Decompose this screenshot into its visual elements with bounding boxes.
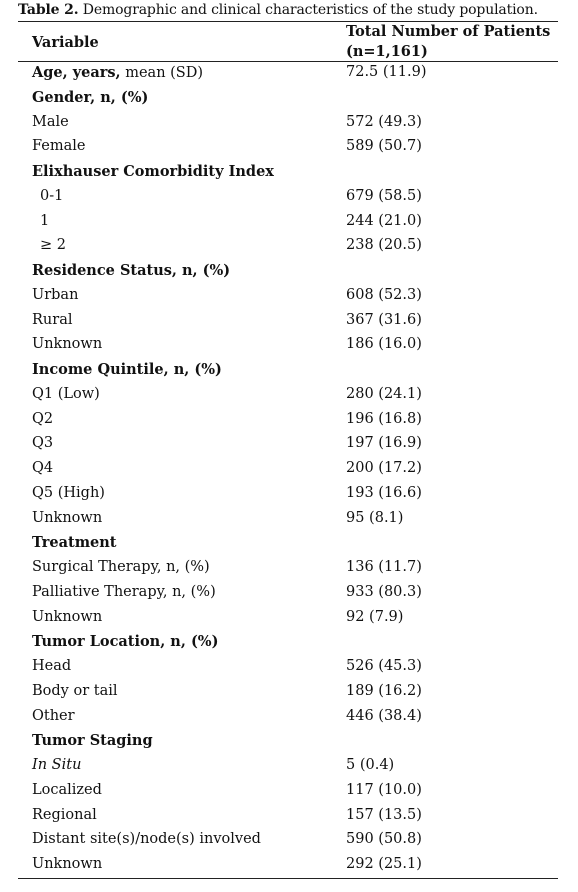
table-row: [0, 61, 578, 86]
row-label: Unknown: [32, 336, 103, 353]
table-section-row: [0, 630, 578, 655]
row-label: Regional: [32, 806, 97, 823]
row-value: 933 (80.3): [346, 583, 422, 600]
table-row: [0, 804, 578, 829]
table-row: [0, 705, 578, 730]
row-label: Q3: [32, 435, 54, 452]
row-label: Q2: [32, 410, 54, 427]
table-row: [0, 853, 578, 878]
row-label: 0-1: [40, 187, 64, 204]
table-row: [0, 457, 578, 482]
row-value: 244 (21.0): [346, 212, 422, 229]
table-row: [0, 383, 578, 408]
table-row: [0, 210, 578, 235]
row-value: 117 (10.0): [346, 781, 422, 798]
row-value: 367 (31.6): [346, 311, 422, 328]
row-value: 608 (52.3): [346, 286, 422, 303]
row-value: 72.5 (11.9): [346, 64, 427, 80]
row-value: 589 (50.7): [346, 138, 422, 155]
table-section-row: [0, 358, 578, 383]
row-value: 572 (49.3): [346, 113, 422, 130]
section-heading: Gender, n, (%): [32, 88, 149, 106]
row-label: Distant site(s)/node(s) involved: [32, 831, 261, 848]
table-row: [0, 754, 578, 779]
table-section-row: [0, 531, 578, 556]
table-body: [0, 61, 578, 878]
row-label: Surgical Therapy, n, (%): [32, 559, 210, 575]
row-label: Rural: [32, 311, 73, 328]
row-label: Localized: [32, 781, 102, 798]
table-row: [0, 680, 578, 705]
row-value: 95 (8.1): [346, 509, 404, 526]
row-label: Female: [32, 138, 86, 155]
section-heading: Elixhauser Comorbidity Index: [32, 163, 274, 180]
row-value: 238 (20.5): [346, 237, 422, 254]
row-label-bold: Age, years,: [32, 64, 121, 81]
table-caption-text: Demographic and clinical characteristics of the study population.: [78, 2, 538, 18]
table-row: [0, 432, 578, 457]
column-header-total: [346, 22, 550, 62]
table-row: [0, 111, 578, 136]
row-label: Q5 (High): [32, 484, 105, 501]
row-label: Unknown: [32, 856, 103, 872]
row-value: 5 (0.4): [346, 757, 395, 773]
table-caption: [18, 2, 538, 18]
row-label: Q4: [32, 460, 54, 476]
row-value: 679 (58.5): [346, 187, 422, 204]
row-label: Q1 (Low): [32, 385, 100, 402]
table-row: [0, 507, 578, 532]
row-label: Male: [32, 113, 69, 130]
row-label: 1: [40, 212, 50, 229]
row-label: Palliative Therapy, n, (%): [32, 583, 216, 600]
table-section-row: [0, 729, 578, 754]
row-value: 526 (45.3): [346, 658, 422, 674]
table-section-row: [0, 259, 578, 284]
table-section-row: [0, 160, 578, 185]
row-value: 196 (16.8): [346, 410, 422, 427]
table-bottom-rule: [18, 878, 558, 879]
row-value: 446 (38.4): [346, 707, 422, 724]
column-header-total-line1: Total Number of Patients: [346, 23, 551, 40]
row-label: Body or tail: [32, 682, 118, 699]
row-label-rest: mean (SD): [120, 65, 204, 81]
table-row: [0, 284, 578, 309]
row-label: Head: [32, 658, 72, 674]
row-label: [32, 64, 203, 81]
table-row: [0, 333, 578, 358]
section-heading: Residence Status, n, (%): [32, 262, 231, 279]
table-row: [0, 581, 578, 606]
row-label: Unknown: [32, 608, 103, 625]
table-row: [0, 234, 578, 259]
row-value: 193 (16.6): [346, 484, 422, 501]
table-row: [0, 135, 578, 160]
table-row: [0, 309, 578, 334]
row-value: 136 (11.7): [346, 559, 422, 575]
section-heading: Tumor Staging: [32, 732, 153, 750]
section-heading: Income Quintile, n, (%): [32, 361, 222, 378]
table-row: [0, 828, 578, 853]
table-row: [0, 556, 578, 581]
row-value: 186 (16.0): [346, 336, 422, 353]
table-row: [0, 408, 578, 433]
column-header-variable: Variable: [32, 34, 99, 51]
table-row: [0, 482, 578, 507]
section-heading: Tumor Location, n, (%): [32, 633, 219, 651]
row-value: 189 (16.2): [346, 682, 422, 699]
section-heading: Treatment: [32, 534, 117, 552]
row-label: Other: [32, 707, 75, 724]
table-section-row: [0, 86, 578, 111]
row-label: ≥ 2: [40, 237, 66, 254]
row-value: 92 (7.9): [346, 608, 404, 625]
table-row: [0, 185, 578, 210]
row-value: 157 (13.5): [346, 806, 422, 823]
table-row: [0, 779, 578, 804]
row-label: Unknown: [32, 509, 103, 526]
row-value: 200 (17.2): [346, 460, 422, 476]
table-caption-label: Table 2.: [18, 2, 79, 18]
row-value: 280 (24.1): [346, 385, 422, 402]
column-header-total-line2: (n=1,161): [346, 43, 428, 60]
row-value: 197 (16.9): [346, 435, 422, 452]
row-value: 590 (50.8): [346, 831, 422, 848]
row-value: 292 (25.1): [346, 856, 422, 872]
row-label: Urban: [32, 286, 79, 303]
row-label: In Situ: [32, 757, 82, 773]
table-row: [0, 606, 578, 631]
table-row: [0, 655, 578, 680]
